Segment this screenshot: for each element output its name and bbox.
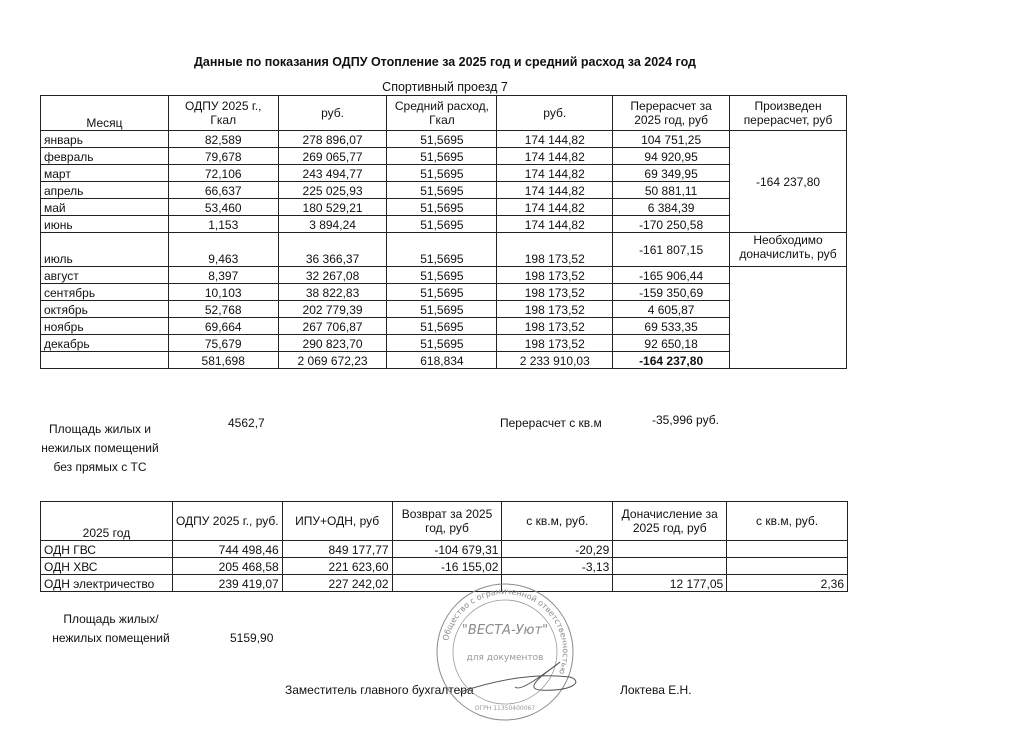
cell-odpu-gcal: 8,397 — [168, 267, 278, 284]
heating-table — [40, 95, 847, 369]
cell-odpu-rub: 3 894,24 — [278, 216, 387, 233]
cell-recalc: 69 349,95 — [613, 165, 730, 182]
total-odpu-gcal: 581,698 — [168, 352, 278, 369]
cell-month: март — [41, 165, 169, 182]
cell-refund: -16 155,02 — [392, 558, 502, 575]
cell-avg-rub: 174 144,82 — [497, 182, 613, 199]
cell-refund-sqm: -20,29 — [502, 541, 613, 558]
cell-month: февраль — [41, 148, 169, 165]
cell-avg-gcal: 51,5695 — [387, 131, 497, 148]
cell-avg-gcal: 51,5695 — [387, 199, 497, 216]
cell-month: май — [41, 199, 169, 216]
cell-odpu-rub: 32 267,08 — [278, 267, 387, 284]
cell-charge: 12 177,05 — [613, 575, 727, 592]
cell-ipu-odn: 221 623,60 — [282, 558, 392, 575]
cell-month: декабрь — [41, 335, 169, 352]
cell-odpu-rub: 36 366,37 — [278, 233, 387, 267]
stamp-name: "ВЕСТА-Уют" — [461, 623, 549, 638]
cell-recalc: 50 881,11 — [613, 182, 730, 199]
cell-charge-sqm — [727, 541, 848, 558]
cell-avg-rub: 174 144,82 — [497, 216, 613, 233]
total-odpu-rub: 2 069 672,23 — [278, 352, 387, 369]
cell-recalc: 94 920,95 — [613, 148, 730, 165]
area-label: Площадь жилых и нежилых помещений без прямых с ТС — [41, 422, 159, 474]
cell-avg-rub: 198 173,52 — [497, 318, 613, 335]
stamp-ogrn: ОГРН 11350400067 — [474, 705, 536, 712]
cell-avg-rub: 174 144,82 — [497, 148, 613, 165]
cell-ipu-odn: 227 242,02 — [282, 575, 392, 592]
cell-odpu-rub: 243 494,77 — [278, 165, 387, 182]
odn-table-header — [41, 502, 848, 541]
cell-recalc: -165 906,44 — [613, 267, 730, 284]
address: Спортивный проезд 7 — [382, 80, 508, 94]
cell-avg-rub: 198 173,52 — [497, 335, 613, 352]
cell-avg-gcal: 51,5695 — [387, 318, 497, 335]
cell-avg-gcal: 51,5695 — [387, 148, 497, 165]
header-recalc: Перерасчет за 2025 год, руб — [613, 96, 730, 131]
header-charge: Доначисление за 2025 год, руб — [613, 502, 727, 541]
cell-refund-sqm: -3,13 — [502, 558, 613, 575]
header-odpu-rub: ОДПУ 2025 г., руб. — [172, 502, 282, 541]
totals-row — [41, 352, 847, 369]
table-row — [41, 131, 847, 148]
cell-odpu-gcal: 9,463 — [168, 233, 278, 267]
cell-charge — [613, 558, 727, 575]
stamp-ring-text: Общество с ограниченной ответственностью — [441, 586, 571, 676]
done-recalc-value: -164 237,80 — [730, 131, 847, 233]
cell-charge — [613, 541, 727, 558]
stamp-purpose: для документов — [466, 653, 544, 663]
cell-recalc: 92 650,18 — [613, 335, 730, 352]
cell-month: январь — [41, 131, 169, 148]
cell-odpu-gcal: 53,460 — [168, 199, 278, 216]
cell-odpu-gcal: 10,103 — [168, 284, 278, 301]
cell-avg-rub: 198 173,52 — [497, 284, 613, 301]
cell-ipu-odn: 849 177,77 — [282, 541, 392, 558]
cell-avg-rub: 198 173,52 — [497, 301, 613, 318]
cell-avg-gcal: 51,5695 — [387, 182, 497, 199]
header-refund-sqm: с кв.м, руб. — [502, 502, 613, 541]
cell-avg-rub: 198 173,52 — [497, 233, 613, 267]
cell-odpu-gcal: 79,678 — [168, 148, 278, 165]
header-odpu-gcal: ОДПУ 2025 г., Гкал — [168, 96, 278, 131]
cell-odpu-gcal: 1,153 — [168, 216, 278, 233]
cell-odpu-gcal: 75,679 — [168, 335, 278, 352]
cell-recalc: 6 384,39 — [613, 199, 730, 216]
cell-charge-sqm — [727, 558, 848, 575]
cell-odpu-rub: 38 822,83 — [278, 284, 387, 301]
cell-recalc: -170 250,58 — [613, 216, 730, 233]
cell-charge-sqm: 2,36 — [727, 575, 848, 592]
cell-month: октябрь — [41, 301, 169, 318]
cell-odpu-gcal: 69,664 — [168, 318, 278, 335]
recalc-per-sqm-label: Перерасчет с кв.м — [500, 416, 602, 430]
cell-month: апрель — [41, 182, 169, 199]
cell-odpu-rub: 744 498,46 — [172, 541, 282, 558]
table-row — [41, 216, 847, 233]
total-recalc: -164 237,80 — [613, 352, 730, 369]
cell-avg-gcal: 51,5695 — [387, 335, 497, 352]
cell-avg-gcal: 51,5695 — [387, 216, 497, 233]
cell-odpu-rub: 290 823,70 — [278, 335, 387, 352]
header-year: 2025 год — [41, 502, 173, 541]
table-row — [41, 165, 847, 182]
recalc-per-sqm-value: -35,996 руб. — [652, 413, 719, 427]
cell-odpu-gcal: 72,106 — [168, 165, 278, 182]
header-odpu-rub: руб. — [278, 96, 387, 131]
cell-avg-rub: 198 173,52 — [497, 267, 613, 284]
cell-month: август — [41, 267, 169, 284]
table-row — [41, 541, 848, 558]
stamp-outer-ring — [437, 584, 573, 720]
need-charge-value — [730, 267, 847, 369]
cell-recalc: -159 350,69 — [613, 284, 730, 301]
cell-recalc: -161 807,15 — [613, 233, 730, 267]
area-label-2: Площадь жилых/нежилых помещений — [52, 612, 170, 645]
cell-recalc: 69 533,35 — [613, 318, 730, 335]
signer-name: Локтева Е.Н. — [620, 683, 692, 697]
total-avg-rub: 2 233 910,03 — [497, 352, 613, 369]
cell-odpu-rub: 202 779,39 — [278, 301, 387, 318]
area-value-2: 5159,90 — [230, 631, 274, 645]
cell-avg-gcal: 51,5695 — [387, 165, 497, 182]
header-ipu-odn: ИПУ+ОДН, руб — [282, 502, 392, 541]
cell-month: июль — [41, 233, 169, 267]
document-title: Данные по показания ОДПУ Отопление за 2025 год и средний расход за 2024 год — [193, 55, 696, 69]
header-avg-rub: руб. — [497, 96, 613, 131]
odn-table — [40, 501, 848, 592]
cell-odpu-gcal: 52,768 — [168, 301, 278, 318]
cell-recalc: 104 751,25 — [613, 131, 730, 148]
cell-odpu-rub: 267 706,87 — [278, 318, 387, 335]
table-row — [41, 301, 847, 318]
header-avg-gcal: Средний расход, Гкал — [387, 96, 497, 131]
table-row — [41, 233, 847, 267]
cell-odpu-rub: 205 468,58 — [172, 558, 282, 575]
cell-avg-rub: 174 144,82 — [497, 165, 613, 182]
table-row — [41, 558, 848, 575]
cell-odpu-rub: 180 529,21 — [278, 199, 387, 216]
cell-avg-gcal: 51,5695 — [387, 301, 497, 318]
table-row — [41, 148, 847, 165]
cell-label: ОДН электричество — [41, 575, 173, 592]
cell-label: ОДН ХВС — [41, 558, 173, 575]
total-avg-gcal: 618,834 — [387, 352, 497, 369]
cell-avg-rub: 174 144,82 — [497, 131, 613, 148]
header-refund: Возврат за 2025 год, руб — [392, 502, 502, 541]
cell-odpu-rub: 239 419,07 — [172, 575, 282, 592]
cell-recalc: 4 605,87 — [613, 301, 730, 318]
need-charge-header: Необходимо доначислить, руб — [730, 233, 847, 267]
signature-scribble — [460, 662, 576, 692]
table-row — [41, 284, 847, 301]
stamp-inner-ring — [453, 600, 557, 704]
cell-odpu-gcal: 66,637 — [168, 182, 278, 199]
table-row — [41, 335, 847, 352]
signer-role: Заместитель главного бухгалтера — [285, 683, 474, 697]
table-row — [41, 182, 847, 199]
cell-odpu-rub: 225 025,93 — [278, 182, 387, 199]
cell-avg-gcal: 51,5695 — [387, 284, 497, 301]
header-charge-sqm: с кв.м, руб. — [727, 502, 848, 541]
cell-avg-gcal: 51,5695 — [387, 233, 497, 267]
cell-odpu-gcal: 82,589 — [168, 131, 278, 148]
cell-refund: -104 679,31 — [392, 541, 502, 558]
totals-label — [41, 352, 169, 369]
cell-month: ноябрь — [41, 318, 169, 335]
company-stamp — [420, 582, 590, 722]
cell-avg-rub: 174 144,82 — [497, 199, 613, 216]
table-row — [41, 267, 847, 284]
cell-label: ОДН ГВС — [41, 541, 173, 558]
cell-month: сентябрь — [41, 284, 169, 301]
table-row — [41, 318, 847, 335]
heating-table-header — [41, 96, 847, 131]
header-done-recalc: Произведен перерасчет, руб — [730, 96, 847, 131]
header-month: Месяц — [41, 96, 169, 131]
cell-odpu-rub: 269 065,77 — [278, 148, 387, 165]
cell-odpu-rub: 278 896,07 — [278, 131, 387, 148]
cell-month: июнь — [41, 216, 169, 233]
cell-avg-gcal: 51,5695 — [387, 267, 497, 284]
table-row — [41, 199, 847, 216]
area-value: 4562,7 — [228, 416, 265, 430]
